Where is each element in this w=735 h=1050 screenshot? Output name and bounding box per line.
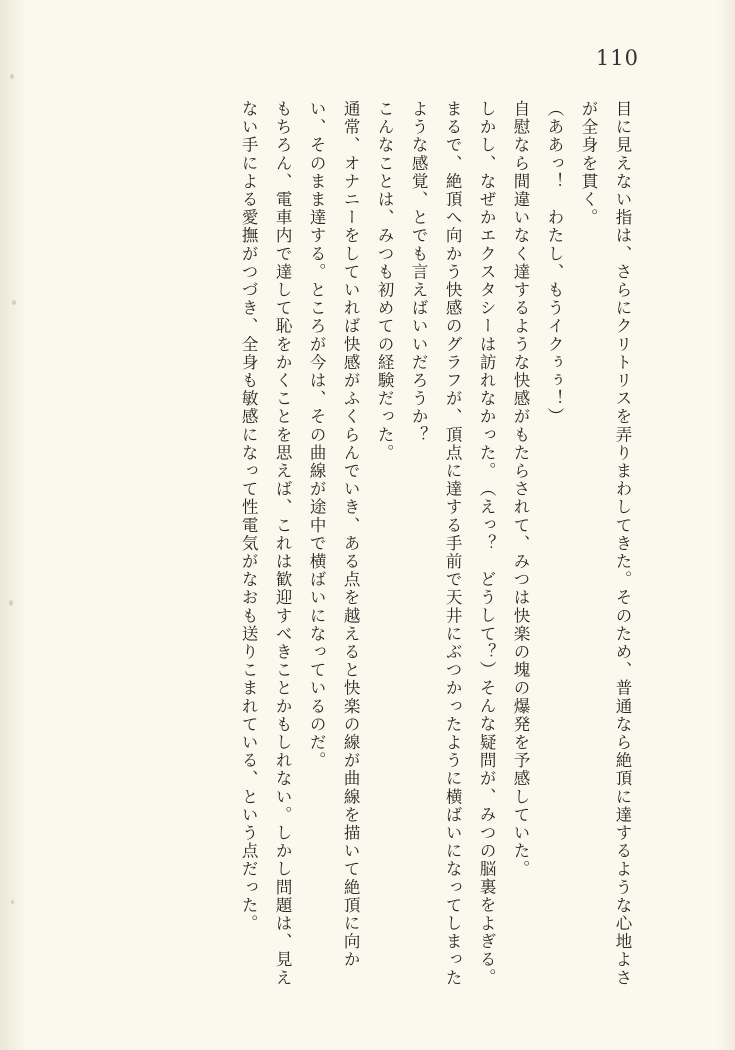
paper-speck [12, 300, 16, 305]
paragraph: こんなことは、みつも初めての経験だった。 [375, 100, 395, 462]
page-number: 110 [595, 46, 639, 70]
paragraph: 目に見えない指は、さらにクリトリスを弄りまわしてきた。そのため、普通なら絶頂に達するような心地よさが全身を貫く。 [579, 100, 632, 987]
paragraph: もちろん、電車内で達して恥をかくことを思えば、これは歓迎すべきことかもしれない。しかし問題は、見えない手による愛撫がつづき、全身も敏感になって性電気がなおも送りこまれている、という点だった。 [239, 100, 293, 987]
paper-speck [9, 600, 13, 606]
paragraph: 通常、オナニーをしていれば快感がふくらんでいき、ある点を越えると快楽の線が曲線を描いて絶頂に向かい、そのまま達する。ところが今は、その曲線が途中で横ばいになっているのだ。 [307, 100, 361, 969]
paragraph: まるで、絶頂へ向かう快感のグラフが、頂点に達する手前で天井にぶつかったように横ばいになってしまったような感覚、とでも言えばいいだろうか？ [409, 100, 463, 987]
paper-speck [11, 900, 14, 904]
paper-speck [10, 74, 14, 79]
paragraph: （えっ？ どうして？） [477, 480, 497, 680]
page-body-text [84, 100, 639, 990]
paragraph: （ああっ！ わたし、もうイクぅぅ！） [545, 100, 565, 426]
paragraph: そんな疑問が、みつの脳裏をよぎる。 [477, 679, 497, 987]
paragraph: しかし、なぜかエクスタシーは訪れなかった。 [477, 100, 497, 481]
paragraph: 自慰なら間違いなく達するような快感がもたらされて、みつは快楽の塊の爆発を予感していた。 [511, 100, 531, 879]
